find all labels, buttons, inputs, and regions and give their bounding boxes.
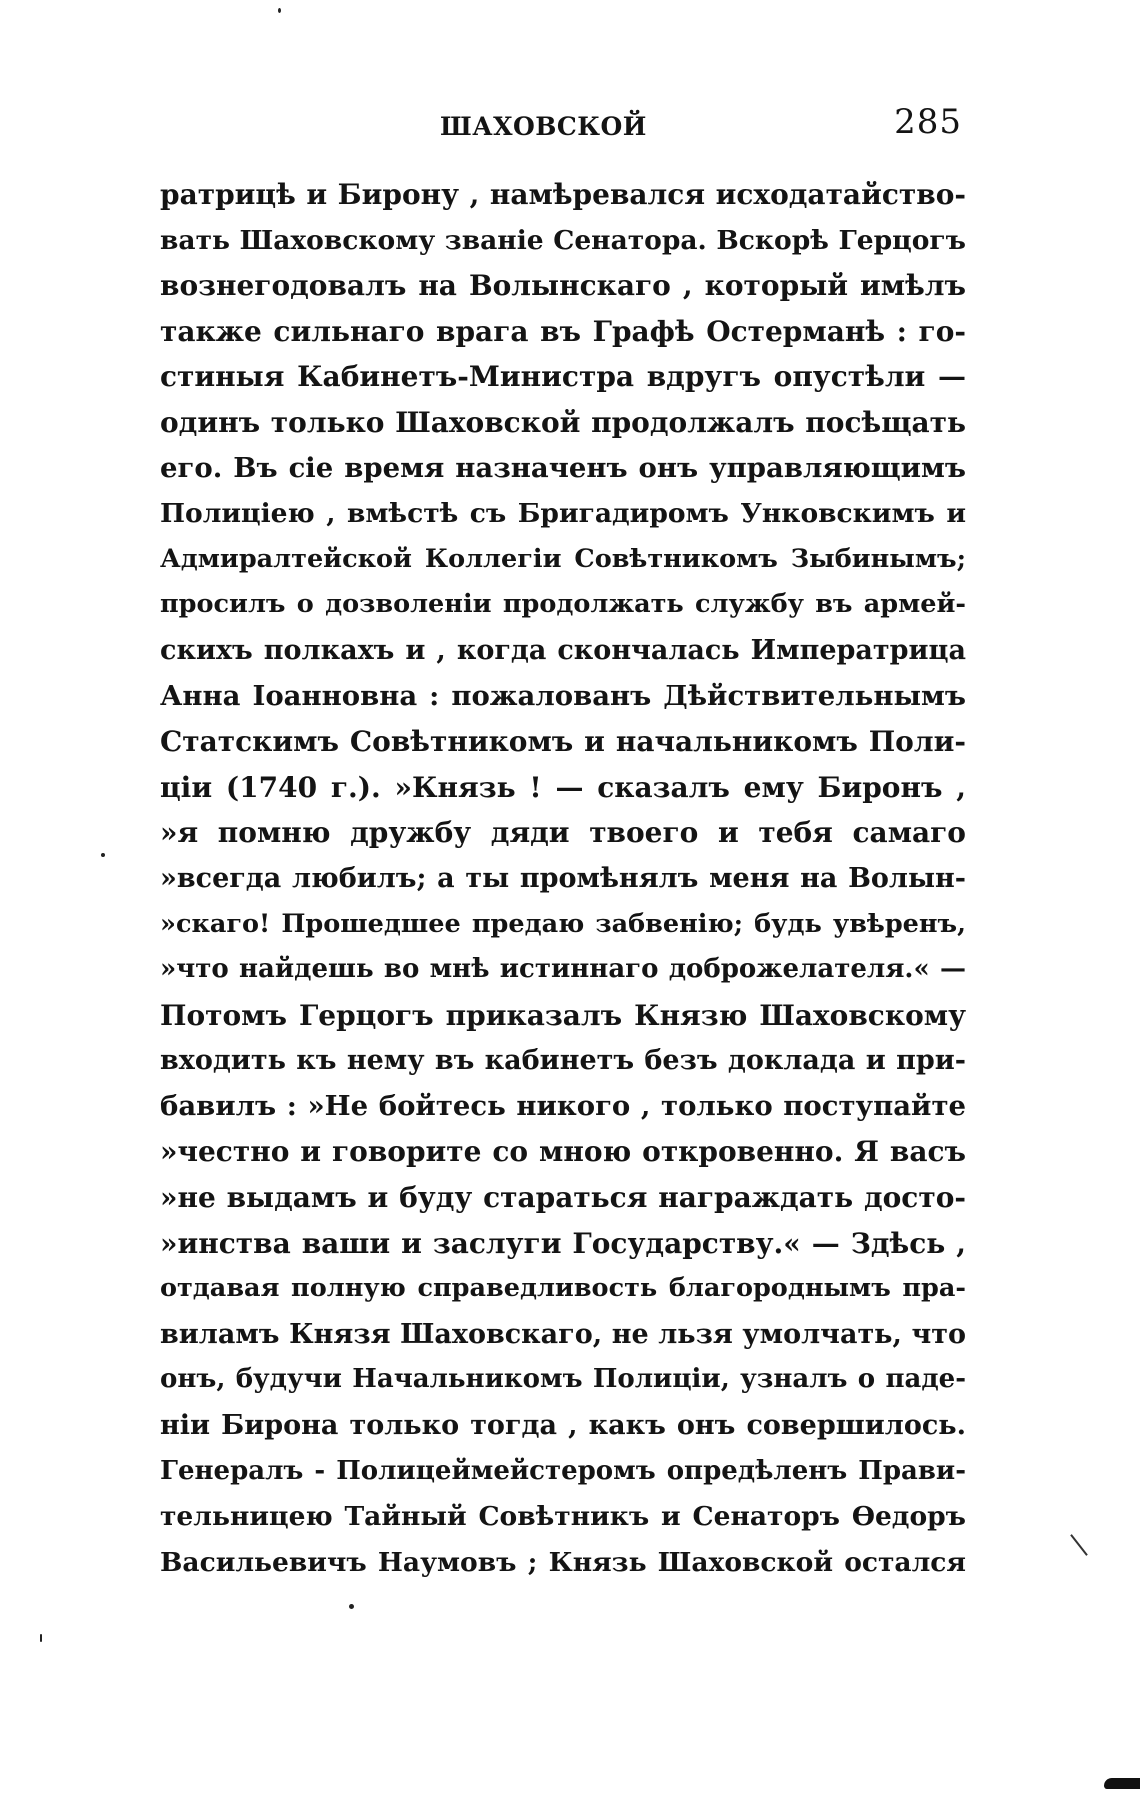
scan-mark xyxy=(1070,1534,1088,1556)
text-line: »я помню дружбу дяди твоего и тебя самаго xyxy=(160,816,966,850)
text-line: виламъ Князя Шаховскаго, не льзя умолчать, что xyxy=(160,1318,966,1350)
text-line: »не выдамъ и буду стараться награждать досто- xyxy=(160,1181,966,1215)
text-line: Генералъ - Полицеймейстеромъ опредѣленъ Прави- xyxy=(160,1455,966,1486)
scan-edge-mark xyxy=(1104,1778,1140,1789)
page-number: 285 xyxy=(894,102,962,142)
running-head: ШАХОВСКОЙ xyxy=(440,112,647,141)
text-line: отдавая полную справедливость благороднымъ пра- xyxy=(160,1273,966,1304)
text-line: ніи Бирона только тогда , какъ онъ совершилось. xyxy=(160,1410,966,1442)
scan-speck xyxy=(349,1604,354,1609)
text-line: одинъ только Шаховской продолжалъ посѣщать xyxy=(160,405,966,439)
text-line: входить къ нему въ кабинетъ безъ доклада и при- xyxy=(160,1045,966,1077)
scan-speck xyxy=(101,853,105,857)
text-line: Васильевичъ Наумовъ ; Князь Шаховской остался xyxy=(160,1546,966,1578)
text-line: ратрицѣ и Бирону , намѣревался исходатайство- xyxy=(160,178,966,211)
text-line: »честно и говорите со мною откровенно. Я васъ xyxy=(160,1135,966,1169)
text-line: просилъ о дозволеніи продолжать службу въ армей- xyxy=(160,589,966,620)
text-line: »всегда любилъ; а ты промѣнялъ меня на Волын- xyxy=(160,862,966,894)
text-line: вать Шаховскому званіе Сенатора. Вскорѣ Герцогъ xyxy=(160,224,966,256)
text-line: его. Въ сіе время назначенъ онъ управляющимъ xyxy=(160,451,966,484)
page-header xyxy=(160,102,966,152)
text-line: бавилъ : »Не бойтесь никого , только поступайте xyxy=(160,1089,966,1122)
text-line: Адмиралтейской Коллегіи Совѣтникомъ Зыбинымъ; xyxy=(160,543,966,574)
text-line: ціи (1740 г.). »Князь ! — сказалъ ему Биронъ , xyxy=(160,770,966,804)
text-line: Статскимъ Совѣтникомъ и начальникомъ Поли- xyxy=(160,725,966,759)
body-text xyxy=(160,172,966,1585)
text-line: тельницею Тайный Совѣтникъ и Сенаторъ Ѳедоръ xyxy=(160,1501,966,1533)
text-line: скихъ полкахъ и , когда скончалась Императрица xyxy=(160,634,966,666)
scan-speck xyxy=(278,8,281,13)
text-line: Полиціею , вмѣстѣ съ Бригадиромъ Унковскимъ и xyxy=(160,498,966,530)
text-line: Анна Іоанновна : пожалованъ Дѣйствительнымъ xyxy=(160,679,966,712)
text-line: »инства ваши и заслуги Государству.« — Здѣсь , xyxy=(160,1226,966,1260)
text-line: »что найдешь во мнѣ истиннаго доброжелателя.« — xyxy=(160,954,966,985)
text-line: стиныя Кабинетъ-Министра вдругъ опустѣли — xyxy=(160,360,966,394)
text-line: »скаго! Прошедшее предаю забвенію; будь увѣренъ, xyxy=(160,908,966,939)
text-line: также сильнаго врага въ Графѣ Остерманѣ : го- xyxy=(160,314,966,348)
text-line: онъ, будучи Начальникомъ Полиціи, узналъ о паде- xyxy=(160,1364,966,1395)
text-line: вознегодовалъ на Волынскаго , который имѣлъ xyxy=(160,269,966,303)
scan-speck xyxy=(40,1634,42,1642)
text-line: Потомъ Герцогъ приказалъ Князю Шаховскому xyxy=(160,998,966,1032)
